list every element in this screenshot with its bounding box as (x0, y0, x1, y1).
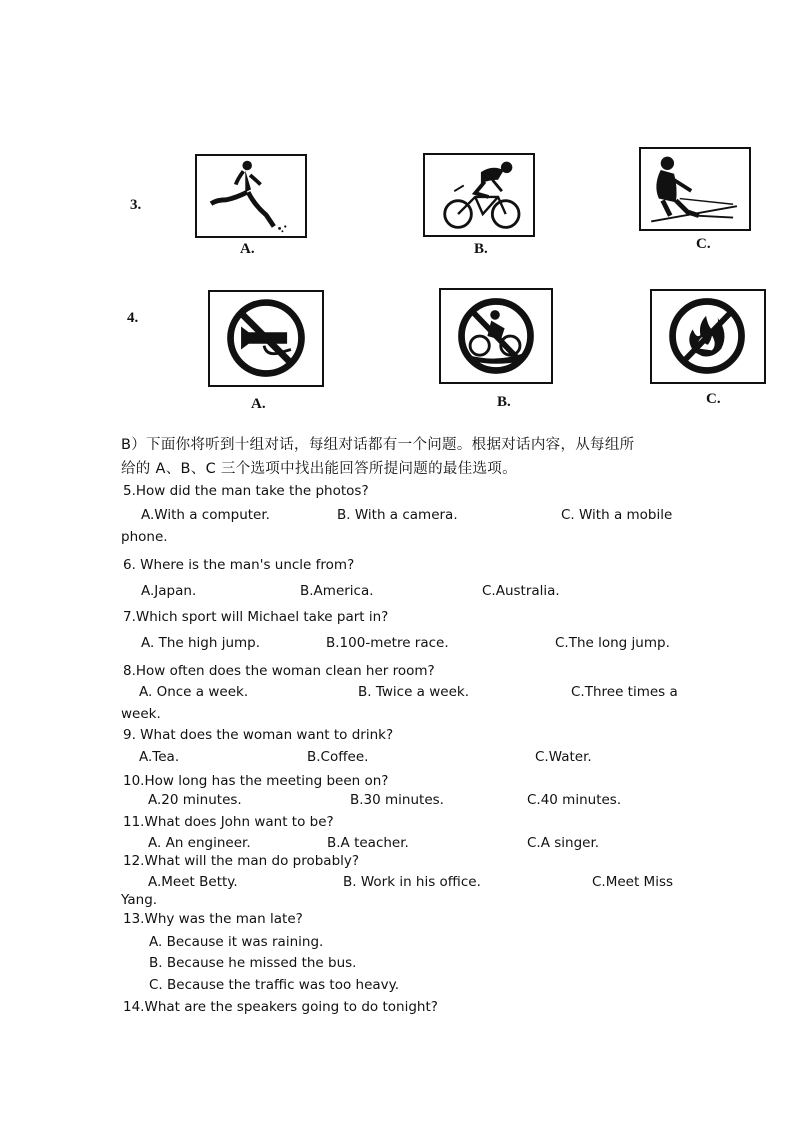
cyclist-icon (423, 153, 535, 237)
option-c-wrap: week. (121, 706, 161, 722)
option-b: B. With a camera. (337, 507, 458, 523)
option-label: A. (240, 241, 255, 257)
question-number: 3. (130, 197, 142, 213)
option-a: A. Once a week. (139, 684, 249, 700)
question-text: 12.What will the man do probably? (123, 853, 360, 869)
question-text: 9. What does the woman want to drink? (123, 727, 394, 743)
no-cycling-sign-icon (439, 288, 553, 384)
option-b: B.A teacher. (327, 835, 409, 851)
option-a: A.Tea. (139, 749, 180, 765)
option-b: B.America. (300, 583, 374, 599)
question-text: 8.How often does the woman clean her room? (123, 663, 435, 679)
option-c-wrap: phone. (121, 529, 168, 545)
question-text: 7.Which sport will Michael take part in? (123, 609, 389, 625)
option-b: B.100-metre race. (326, 635, 449, 651)
option-c: C.A singer. (527, 835, 600, 851)
option-b: B.Coffee. (307, 749, 369, 765)
option-a: A. Because it was raining. (149, 934, 324, 950)
option-c: C.Water. (535, 749, 592, 765)
option-c: C.The long jump. (555, 635, 670, 651)
option-a: A.Japan. (141, 583, 197, 599)
option-b: B. Work in his office. (343, 874, 481, 890)
question-number: 4. (127, 310, 139, 326)
running-athlete-icon (195, 154, 307, 238)
option-a: A. The high jump. (141, 635, 261, 651)
skier-icon (639, 147, 751, 231)
question-text: 6. Where is the man's uncle from? (123, 557, 355, 573)
option-a: A. An engineer. (148, 835, 251, 851)
question-text: 10.How long has the meeting been on? (123, 773, 389, 789)
option-a: A.Meet Betty. (148, 874, 238, 890)
no-fire-sign-icon (650, 289, 766, 384)
option-c: C. With a mobile (561, 507, 673, 523)
option-a: A.With a computer. (141, 507, 270, 523)
question-text: 14.What are the speakers going to do tonight? (123, 999, 438, 1015)
option-c: C. Because the traffic was too heavy. (149, 977, 400, 993)
option-c: C.Three times a (571, 684, 678, 700)
option-label: C. (696, 236, 711, 252)
section-instruction: B）下面你将听到十组对话，每组对话都有一个问题。根据对话内容，从每组所 (121, 437, 635, 453)
question-text: 11.What does John want to be? (123, 814, 334, 830)
option-c: C.40 minutes. (527, 792, 622, 808)
option-c-wrap: Yang. (121, 892, 158, 908)
option-a: A.20 minutes. (148, 792, 242, 808)
option-b: B. Because he missed the bus. (149, 955, 357, 971)
option-label: B. (474, 241, 488, 257)
question-text: 13.Why was the man late? (123, 911, 303, 927)
option-label: C. (706, 391, 721, 407)
option-b: B. Twice a week. (358, 684, 469, 700)
no-horn-sign-icon (208, 290, 324, 387)
option-label: B. (497, 394, 511, 410)
option-c: C.Australia. (482, 583, 560, 599)
option-label: A. (251, 396, 266, 412)
question-text: 5.How did the man take the photos? (123, 483, 369, 499)
option-c: C.Meet Miss (592, 874, 674, 890)
section-instruction: 给的 A、B、C 三个选项中找出能回答所提问题的最佳选项。 (121, 461, 517, 477)
option-b: B.30 minutes. (350, 792, 444, 808)
